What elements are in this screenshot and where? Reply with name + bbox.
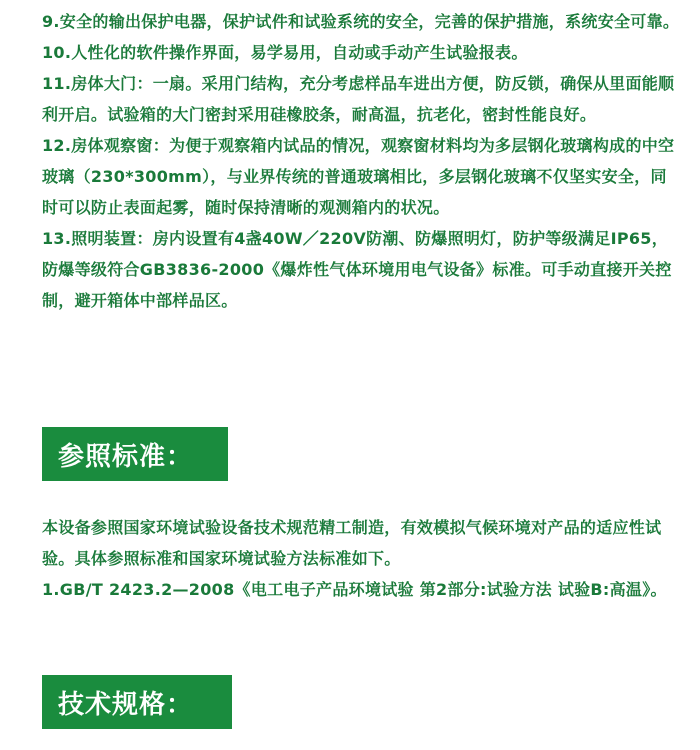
reference-standard-item-1: 1.GB/T 2423.2—2008《电工电子产品环境试验 第2部分:试验方法 试验B:高温》。	[42, 580, 667, 599]
technical-specs-heading-label: 技术规格：	[58, 689, 194, 720]
reference-intro-paragraph: 本设备参照国家环境试验设备技术规范精工制造，有效模拟气候环境对产品的适应性试验。具体参照标准和国家环境试验方法标准如下。	[42, 518, 662, 568]
feature-item-12: 12.房体观察窗：为便于观察箱内试品的情况，观察窗材料均为多层钢化玻璃构成的中空玻璃（230*300mm），与业界传统的普通玻璃相比，多层钢化玻璃不仅坚实安全，同时可以防止表面起雾，随时保持清晰的观测箱内的状况。	[42, 136, 675, 217]
features-list	[42, 6, 682, 316]
reference-standards-heading-label: 参照标准：	[58, 441, 194, 472]
feature-item-11: 11.房体大门：一扇。采用门结构，充分考虑样品车进出方便，防反锁，确保从里面能顺利开启。试验箱的大门密封采用硅橡胶条，耐高温，抗老化，密封性能良好。	[42, 74, 675, 124]
feature-item-10: 10.人性化的软件操作界面，易学易用，自动或手动产生试验报表。	[42, 43, 528, 62]
reference-standards-heading	[42, 427, 228, 481]
feature-item-9: 9.安全的输出保护电器，保护试件和试验系统的安全，完善的保护措施，系统安全可靠。	[42, 12, 680, 31]
technical-specs-heading	[42, 675, 232, 729]
reference-standards-body	[42, 512, 682, 605]
feature-item-13: 13.照明装置：房内设置有4盏40W／220V防潮、防爆照明灯，防护等级满足IP65，防爆等级符合GB3836-2000《爆炸性气体环境用电气设备》标准。可手动直接开关控制，避开箱体中部样品区。	[42, 229, 672, 310]
